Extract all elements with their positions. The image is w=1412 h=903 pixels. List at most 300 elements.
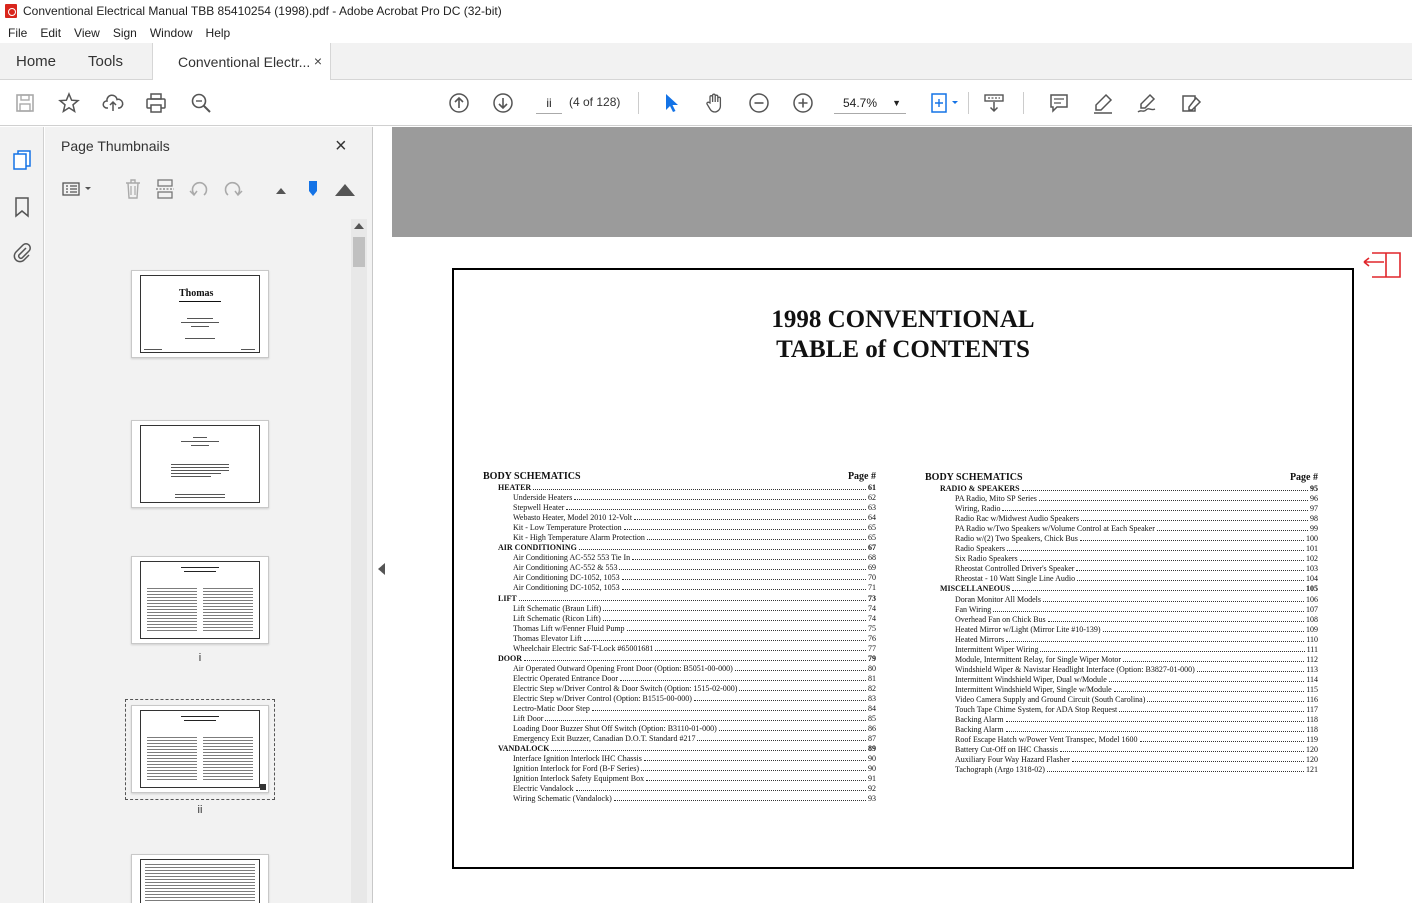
- toc-entry[interactable]: [483, 634, 876, 644]
- toc-entry[interactable]: [925, 524, 1318, 534]
- thumbnail-page-4[interactable]: [131, 705, 269, 793]
- save-icon[interactable]: [13, 91, 37, 115]
- toc-entry[interactable]: [925, 715, 1318, 725]
- toc-entry[interactable]: [925, 645, 1318, 655]
- toc-leader-dots: [524, 654, 866, 661]
- toc-entry-label: Tachograph (Argo 1318-02): [955, 765, 1045, 775]
- toc-entry-page: 75: [868, 623, 876, 633]
- toc-leader-dots: [1147, 695, 1304, 702]
- toc-leader-dots: [719, 724, 866, 731]
- menu-window[interactable]: Window: [149, 25, 193, 40]
- thumbnail-page-content: [140, 859, 260, 903]
- toc-entry-label: Wheelchair Electric Saf-T-Lock #65001681: [513, 643, 654, 653]
- toc-entry-label: Video Camera Supply and Ground Circuit (South Carolina): [955, 694, 1146, 704]
- toc-section-header: BODY SCHEMATICS: [925, 472, 1023, 483]
- toc-leader-dots: [1006, 725, 1305, 732]
- toc-entry[interactable]: [483, 774, 876, 784]
- toc-entry-page: 93: [868, 794, 876, 804]
- toc-entry-page: 65: [868, 533, 876, 543]
- toc-entry-label: Doran Monitor All Models: [955, 594, 1041, 604]
- toc-section-entry[interactable]: [483, 744, 876, 754]
- toc-entry[interactable]: [925, 625, 1318, 635]
- toc-right-column: [925, 472, 1318, 775]
- toc-entry-label: Stepwell Heater: [513, 503, 565, 513]
- attachment-icon[interactable]: [10, 240, 34, 264]
- toc-entry[interactable]: [925, 574, 1318, 584]
- toc-entry-page: 86: [868, 724, 876, 734]
- zoom-out-icon[interactable]: [747, 91, 771, 115]
- toc-entry-page: 62: [868, 493, 876, 503]
- thumbnail-line: [185, 338, 215, 339]
- toc-leader-dots: [622, 573, 866, 580]
- toc-entry[interactable]: [925, 595, 1318, 605]
- toolbar-divider: [968, 92, 969, 114]
- toc-entry-label: Intermittent Windshield Wiper, Single w/Module: [955, 684, 1112, 694]
- toc-entry[interactable]: [925, 615, 1318, 625]
- toc-entry-page: 77: [868, 643, 876, 653]
- toc-entry[interactable]: [483, 493, 876, 503]
- toc-entry-page: 103: [1306, 564, 1318, 574]
- thumbnail-scrollbar[interactable]: [351, 219, 367, 903]
- window-title: Conventional Electrical Manual TBB 85410254 (1998).pdf - Adobe Acrobat Pro DC (32-bit): [23, 4, 502, 18]
- toc-entry-label: LIFT: [498, 593, 517, 603]
- toc-entry[interactable]: [483, 573, 876, 583]
- page-frame: [452, 268, 1354, 869]
- toc-entry-page: 119: [1306, 735, 1318, 745]
- toc-section-entry[interactable]: [925, 584, 1318, 594]
- hand-icon[interactable]: [703, 91, 727, 115]
- scroll-mode-icon[interactable]: [982, 91, 1006, 115]
- toc-entry-label: Underside Heaters: [513, 493, 573, 503]
- toc-entry-label: Radio Speakers: [955, 544, 1005, 554]
- sign-icon[interactable]: [1135, 91, 1159, 115]
- tab-tools[interactable]: Tools: [88, 53, 124, 70]
- highlight-icon[interactable]: [1091, 91, 1115, 115]
- thumbnail-line: [187, 318, 213, 319]
- toc-entry-label: VANDALOCK: [498, 744, 550, 754]
- toc-entry[interactable]: [483, 794, 876, 804]
- toc-entry-page: 67: [868, 543, 876, 553]
- toc-leader-dots: [1072, 755, 1304, 762]
- toc-section-entry[interactable]: [483, 543, 876, 553]
- toc-entry-page: 87: [868, 734, 876, 744]
- thumbnail-label: i: [198, 652, 202, 664]
- toc-section-entry[interactable]: [483, 654, 876, 664]
- close-panel-icon[interactable]: ×: [335, 135, 347, 157]
- toc-entry-page: 69: [868, 563, 876, 573]
- select-cursor-icon[interactable]: [659, 91, 683, 115]
- toc-leader-dots: [1080, 534, 1304, 541]
- toc-entry-page: 114: [1306, 674, 1318, 684]
- toc-leader-dots: [619, 563, 866, 570]
- toc-left-column: [483, 471, 876, 805]
- thumbnail-page-content: [140, 710, 260, 788]
- toc-entry-label: Emergency Exit Buzzer, Canadian D.O.T. Standard #217: [513, 734, 696, 744]
- toc-entry-page: 109: [1306, 624, 1318, 634]
- read-mode-icon[interactable]: [1362, 250, 1402, 280]
- toc-entry[interactable]: [483, 784, 876, 794]
- window-titlebar: [0, 0, 1412, 22]
- toc-entry-page: 112: [1306, 654, 1318, 664]
- menu-help[interactable]: Help: [205, 25, 231, 40]
- toc-leader-dots: [1039, 494, 1308, 501]
- toc-entry-page: 61: [868, 483, 876, 492]
- thumbnail-line: [175, 497, 225, 498]
- toc-leader-dots: [1077, 574, 1304, 581]
- toc-entry-page: 90: [868, 764, 876, 774]
- toc-entry[interactable]: [925, 675, 1318, 685]
- toc-entry-label: Air Conditioning DC-1052, 1053: [513, 573, 620, 583]
- toc-entry[interactable]: [925, 725, 1318, 735]
- toc-entry-page: 101: [1306, 544, 1318, 554]
- toc-entry[interactable]: [925, 665, 1318, 675]
- document-title-line-2: TABLE of CONTENTS: [776, 336, 1030, 363]
- toc-entry[interactable]: [483, 754, 876, 764]
- toc-entry-label: Overhead Fan on Chick Bus: [955, 614, 1046, 624]
- thumbnail-page-2[interactable]: [131, 420, 269, 508]
- upload-icon[interactable]: [101, 91, 125, 115]
- toc-leader-dots: [1047, 765, 1304, 772]
- large-thumbnail-icon[interactable]: [332, 175, 358, 203]
- toc-leader-dots: [603, 604, 866, 611]
- toc-entry-label: HEATER: [498, 483, 532, 492]
- toc-leader-dots: [566, 503, 866, 510]
- menu-view[interactable]: View: [74, 25, 100, 40]
- toc-leader-dots: [603, 614, 866, 621]
- toc-entry[interactable]: [483, 523, 876, 533]
- close-tab-icon[interactable]: ×: [313, 53, 322, 69]
- toc-entry[interactable]: [925, 504, 1318, 514]
- menu-sign[interactable]: Sign: [112, 25, 137, 40]
- toc-leader-dots: [1002, 504, 1308, 511]
- toc-leader-dots: [624, 523, 866, 530]
- toc-entry-label: Lift Door: [513, 714, 544, 724]
- thumbnail-size-slider[interactable]: [301, 175, 325, 203]
- toc-entry[interactable]: [483, 503, 876, 513]
- tab-document-label: Conventional Electr...: [178, 54, 311, 70]
- toc-leader-dots: [1140, 735, 1305, 742]
- toc-entry-label: Ignition Interlock Safety Equipment Box: [513, 774, 645, 784]
- document-title-line-1: 1998 CONVENTIONAL: [771, 306, 1035, 333]
- toc-entry[interactable]: [483, 704, 876, 714]
- toc-entry-label: Touch Tape Chime System, for ADA Stop Request: [955, 705, 1118, 715]
- toc-entry-page: 99: [1310, 524, 1318, 534]
- toc-entry[interactable]: [483, 734, 876, 744]
- thumbnail-line: [184, 720, 216, 721]
- toc-entry-page: 116: [1306, 694, 1318, 704]
- toc-entry[interactable]: [925, 705, 1318, 715]
- toc-leader-dots: [1007, 544, 1304, 551]
- thumbnail-text-block: [203, 588, 253, 632]
- toc-entry-page: 118: [1306, 715, 1318, 725]
- toc-entry-label: Air Conditioning AC-552 553 Tie In: [513, 553, 631, 563]
- toc-entry-page: 102: [1306, 554, 1318, 564]
- toc-entry[interactable]: [483, 614, 876, 624]
- thumbnail-line: [181, 716, 219, 717]
- zoom-level-value: 54.7%: [843, 96, 878, 110]
- tab-home[interactable]: Home: [16, 53, 57, 70]
- toc-leader-dots: [1197, 665, 1304, 672]
- toc-entry[interactable]: [483, 674, 876, 684]
- toc-entry-label: Loading Door Buzzer Shut Off Switch (Option: B3110-01-000): [513, 724, 717, 734]
- bookmark-icon[interactable]: [10, 195, 34, 219]
- toc-page-header: Page #: [847, 471, 876, 482]
- scroll-up-arrow-icon[interactable]: [354, 223, 364, 229]
- rotate-left-icon[interactable]: [187, 175, 211, 203]
- thumbnail-line: [171, 476, 211, 477]
- toc-section-entry[interactable]: [925, 484, 1318, 494]
- toc-entry[interactable]: [925, 755, 1318, 765]
- toc-leader-dots: [1076, 564, 1304, 571]
- toc-leader-dots: [993, 605, 1304, 612]
- toc-entry[interactable]: [925, 554, 1318, 564]
- thumbnail-line: [171, 464, 229, 465]
- toc-entry[interactable]: [925, 635, 1318, 645]
- toc-leader-dots: [627, 624, 866, 631]
- menu-bar: [0, 22, 1412, 43]
- toc-entry-label: Auxiliary Four Way Hazard Flasher: [955, 755, 1070, 765]
- toc-entry-label: Electric Step w/Driver Control & Door Switch (Option: 1515-02-000): [513, 683, 738, 693]
- toc-entry[interactable]: [483, 684, 876, 694]
- toc-leader-dots: [1012, 584, 1304, 591]
- star-icon[interactable]: [57, 91, 81, 115]
- toc-leader-dots: [622, 583, 866, 590]
- toc-leader-dots: [694, 694, 866, 701]
- toc-entry-label: Fan Wiring: [955, 604, 992, 614]
- print-icon[interactable]: [144, 91, 168, 115]
- toc-entry-page: 98: [1310, 514, 1318, 524]
- thumbnail-line: [191, 326, 209, 327]
- thumbnail-logo: Thomas: [179, 288, 214, 299]
- toc-entry-page: 79: [868, 653, 876, 663]
- delete-page-icon[interactable]: [121, 175, 145, 203]
- toc-leader-dots: [574, 493, 866, 500]
- toc-entry-label: Heated Mirror w/Light (Mirror Lite #10-139): [955, 624, 1101, 634]
- thumbnail-line: [171, 467, 229, 468]
- toc-entry-label: Ignition Interlock for Ford (B-F Series): [513, 764, 639, 774]
- resize-handle-icon[interactable]: [260, 784, 266, 790]
- toc-entry-page: 74: [868, 613, 876, 623]
- small-thumbnail-icon[interactable]: [269, 175, 293, 203]
- toc-entry-page: 84: [868, 704, 876, 714]
- toc-entry-label: Backing Alarm: [955, 725, 1004, 735]
- toc-page-header: Page #: [1289, 472, 1318, 483]
- toc-entry[interactable]: [483, 533, 876, 543]
- toc-entry[interactable]: [925, 735, 1318, 745]
- toc-entry-page: 91: [868, 774, 876, 784]
- main-toolbar: [0, 80, 1412, 126]
- toc-entry-page: 76: [868, 633, 876, 643]
- page-up-icon[interactable]: [447, 91, 471, 115]
- thumbnail-line: [181, 441, 219, 442]
- toc-entry-page: 92: [868, 784, 876, 794]
- toc-entry[interactable]: [483, 644, 876, 654]
- collapse-panel-arrow-icon[interactable]: [378, 563, 385, 575]
- pdf-page: [392, 237, 1412, 903]
- toc-entry-label: Rheostat - 10 Watt Single Line Audio: [955, 574, 1076, 584]
- toc-leader-dots: [697, 734, 866, 741]
- toolbar-divider: [638, 92, 639, 114]
- toc-entry-page: 120: [1306, 755, 1318, 765]
- toc-entry[interactable]: [925, 564, 1318, 574]
- toc-entry[interactable]: [925, 745, 1318, 755]
- toc-entry[interactable]: [925, 544, 1318, 554]
- toc-leader-dots: [1043, 595, 1304, 602]
- toc-entry-page: 90: [868, 754, 876, 764]
- left-navigation-rail: [0, 127, 44, 903]
- toc-entry-label: Electric Step w/Driver Control (Option: B1515-00-000): [513, 693, 692, 703]
- toc-leader-dots: [1022, 484, 1308, 491]
- thumbnail-toolbar: [45, 175, 373, 205]
- toc-leader-dots: [592, 704, 866, 711]
- toc-entry[interactable]: [925, 514, 1318, 524]
- thumbnail-page-content: [140, 425, 260, 503]
- toolbar-divider: [1023, 92, 1024, 114]
- toc-leader-dots: [1020, 554, 1304, 561]
- toc-entry-label: Windshield Wiper & Navistar Headlight Interface (Option: B3827-01-000): [955, 664, 1195, 674]
- toc-entry[interactable]: [925, 605, 1318, 615]
- toc-entry[interactable]: [925, 655, 1318, 665]
- page-thumbnails-panel: [45, 127, 373, 903]
- toc-right-rows: [925, 484, 1318, 775]
- toc-leader-dots: [1157, 524, 1308, 531]
- toc-entry[interactable]: [483, 604, 876, 614]
- toc-entry[interactable]: [483, 664, 876, 674]
- toc-entry-label: DOOR: [498, 653, 522, 663]
- toc-leader-dots: [1006, 635, 1304, 642]
- comment-icon[interactable]: [1047, 91, 1071, 115]
- toc-entry-label: RADIO & SPEAKERS: [940, 484, 1020, 493]
- panel-title: Page Thumbnails: [61, 138, 170, 154]
- thumbnail-page-content: [140, 275, 260, 353]
- toc-entry[interactable]: [925, 534, 1318, 544]
- page-thumbnails-icon[interactable]: [10, 148, 34, 172]
- document-title: [454, 305, 1352, 365]
- toc-entry-page: 89: [868, 744, 876, 754]
- toc-leader-dots: [614, 794, 866, 801]
- toc-entry-page: 121: [1306, 765, 1318, 775]
- toc-entry-page: 64: [868, 513, 876, 523]
- toc-entry-page: 97: [1310, 504, 1318, 514]
- toc-leader-dots: [1114, 685, 1305, 692]
- toc-entry-page: 111: [1306, 644, 1318, 654]
- toc-entry-label: Kit - Low Temperature Protection: [513, 523, 622, 533]
- toc-entry-label: PA Radio w/Two Speakers w/Volume Control at Each Speaker: [955, 524, 1155, 534]
- thumbnail-line: [175, 494, 225, 495]
- toc-leader-dots: [735, 664, 866, 671]
- toc-entry-page: 120: [1306, 745, 1318, 755]
- toc-entry-label: Roof Escape Hatch w/Power Vent Transpec, Model 1600: [955, 735, 1138, 745]
- toc-entry-label: Wiring, Radio: [955, 504, 1001, 514]
- thumbnail-label: ii: [197, 804, 203, 816]
- page-number-input[interactable]: ii: [536, 93, 562, 114]
- toc-entry-page: 85: [868, 714, 876, 724]
- zoom-level-select[interactable]: [834, 93, 906, 114]
- toc-entry-label: Interface Ignition Interlock IHC Chassis: [513, 754, 642, 764]
- zoom-search-icon[interactable]: [189, 91, 213, 115]
- fill-sign-icon[interactable]: [1179, 91, 1203, 115]
- toc-entry[interactable]: [483, 694, 876, 704]
- page-down-icon[interactable]: [491, 91, 515, 115]
- thumbnail-line: [179, 301, 221, 302]
- pdf-file-icon: [5, 4, 17, 18]
- toc-entry-label: Air Conditioning AC-552 & 553: [513, 563, 618, 573]
- thumbnail-line: [171, 470, 229, 471]
- thumbnail-text-block: [203, 737, 253, 781]
- toc-entry-label: Lectro-Matic Door Step: [513, 704, 590, 714]
- menu-edit[interactable]: Edit: [40, 25, 62, 40]
- toc-entry-page: 96: [1310, 494, 1318, 504]
- toc-entry-label: Rheostat Controlled Driver's Speaker: [955, 564, 1075, 574]
- toc-entry[interactable]: [483, 513, 876, 523]
- rotate-right-icon[interactable]: [221, 175, 245, 203]
- toc-leader-dots: [1006, 715, 1305, 722]
- thumbnail-page-3[interactable]: [131, 556, 269, 644]
- toc-entry[interactable]: [483, 724, 876, 734]
- toc-entry-label: Intermittent Wiper Wiring: [955, 644, 1039, 654]
- chevron-down-icon: ▼: [892, 98, 901, 108]
- toc-entry-label: Electric Vandalock: [513, 784, 574, 794]
- toc-entry[interactable]: [483, 553, 876, 563]
- thumbnail-line: [181, 567, 219, 568]
- toc-entry[interactable]: [483, 563, 876, 573]
- toc-leader-dots: [576, 784, 867, 791]
- toc-entry-page: 108: [1306, 614, 1318, 624]
- extract-page-icon[interactable]: [153, 175, 177, 203]
- thumbnail-line: [241, 349, 255, 350]
- toc-entry-label: Backing Alarm: [955, 715, 1004, 725]
- toc-entry[interactable]: [925, 695, 1318, 705]
- toc-entry-page: 80: [868, 663, 876, 673]
- toc-leader-dots: [579, 543, 866, 550]
- toc-entry-page: 110: [1306, 634, 1318, 644]
- toc-entry[interactable]: [925, 685, 1318, 695]
- toc-entry[interactable]: [925, 494, 1318, 504]
- menu-file[interactable]: File: [8, 25, 28, 40]
- options-menu-icon[interactable]: [61, 175, 95, 203]
- toc-leader-dots: [1040, 645, 1304, 652]
- toc-section-entry[interactable]: [483, 483, 876, 493]
- thumbnail-page-5[interactable]: [131, 854, 269, 903]
- toc-entry[interactable]: [925, 765, 1318, 775]
- toc-entry[interactable]: [483, 714, 876, 724]
- tab-document[interactable]: [152, 43, 331, 81]
- toc-leader-dots: [641, 764, 866, 771]
- toc-entry-label: Battery Cut-Off on IHC Chassis: [955, 745, 1058, 755]
- toc-entry[interactable]: [483, 624, 876, 634]
- toc-entry-page: 83: [868, 693, 876, 703]
- toc-entry-page: 63: [868, 503, 876, 513]
- toc-entry[interactable]: [483, 764, 876, 774]
- toc-entry-label: Webasto Heater, Model 2010 12-Volt: [513, 513, 633, 523]
- toc-right-header: [925, 472, 1318, 484]
- toc-leader-dots: [545, 714, 866, 721]
- toc-leader-dots: [644, 754, 866, 761]
- toc-entry-page: 70: [868, 573, 876, 583]
- thumbnail-page-1[interactable]: [131, 270, 269, 358]
- toc-leader-dots: [632, 553, 866, 560]
- zoom-in-icon[interactable]: [791, 91, 815, 115]
- toc-leader-dots: [1123, 655, 1304, 662]
- toc-entry[interactable]: [483, 583, 876, 593]
- toc-entry-page: 71: [868, 583, 876, 593]
- toc-entry-label: AIR CONDITIONING: [498, 543, 577, 553]
- fit-page-icon[interactable]: [928, 91, 962, 115]
- toc-leader-dots: [655, 644, 866, 651]
- toc-entry-label: Lift Schematic (Ricon Lift): [513, 613, 601, 623]
- scrollbar-thumb[interactable]: [353, 237, 365, 267]
- toc-section-entry[interactable]: [483, 594, 876, 604]
